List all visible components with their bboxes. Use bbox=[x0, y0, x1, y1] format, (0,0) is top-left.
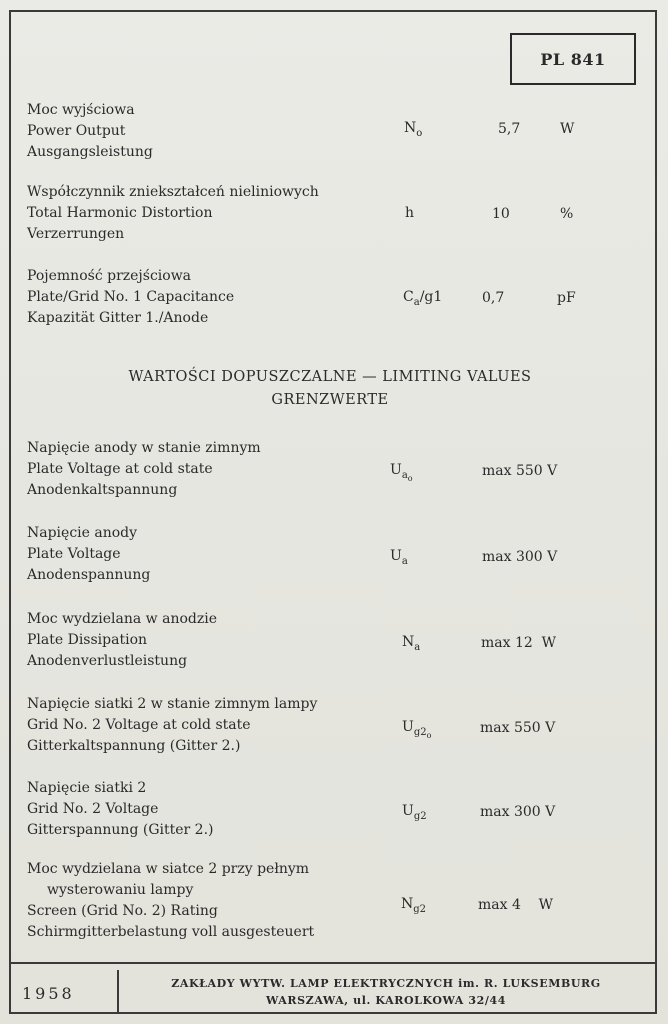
heading-line-2: GRENZWERTE bbox=[271, 392, 389, 408]
limit-label-en: Plate Voltage bbox=[27, 546, 121, 562]
limit-symbol: $N_{g2}$ bbox=[401, 896, 427, 915]
param-value: 5,7 bbox=[498, 121, 521, 137]
param-symbol: h bbox=[405, 205, 415, 221]
limit-label-de: Gitterkaltspannung (Gitter 2.) bbox=[27, 738, 241, 754]
limit-label-pl: Moc wydzielana w anodzie bbox=[27, 611, 218, 627]
param-label-pl: Pojemność przejściowa bbox=[27, 268, 192, 284]
limit-symbol: $U_a$ bbox=[390, 548, 408, 567]
param-label-en: Power Output bbox=[27, 123, 126, 139]
limit-value: max 300 V bbox=[482, 549, 558, 565]
manufacturer-name: ZAKŁADY WYTW. LAMP ELEKTRYCZNYCH im. R. LUKSEMBURG bbox=[171, 977, 601, 990]
limit-anode-voltage bbox=[27, 523, 150, 586]
limit-symbol: $N_a$ bbox=[402, 634, 421, 653]
limit-label-de: Anodenkaltspannung bbox=[27, 482, 178, 498]
limit-anode-voltage-cold bbox=[27, 438, 261, 501]
model-label: PL 841 bbox=[510, 33, 636, 85]
param-label-de: Verzerrungen bbox=[27, 226, 125, 242]
limit-label-en: Screen (Grid No. 2) Rating bbox=[27, 903, 218, 919]
limit-label-pl: Napięcie siatki 2 bbox=[27, 780, 147, 796]
limit-label-pl: Napięcie anody w stanie zimnym bbox=[27, 440, 261, 456]
param-power-output bbox=[27, 100, 153, 163]
limit-label-de: Anodenspannung bbox=[27, 567, 151, 583]
param-symbol: $N_o$ bbox=[404, 120, 423, 139]
limit-label-en: Grid No. 2 Voltage at cold state bbox=[27, 717, 251, 733]
param-value: 0,7 bbox=[482, 290, 505, 306]
param-label-pl: Moc wyjściowa bbox=[27, 102, 135, 118]
limit-value: max 300 V bbox=[480, 804, 556, 820]
limit-symbol: $U_{g2_o}$ bbox=[402, 719, 432, 740]
param-thd bbox=[27, 182, 319, 245]
param-label-en: Total Harmonic Distortion bbox=[27, 205, 213, 221]
limit-grid2-voltage-cold bbox=[27, 694, 317, 757]
limit-label-de: Gitterspannung (Gitter 2.) bbox=[27, 822, 214, 838]
param-label-de: Ausgangsleistung bbox=[27, 144, 153, 160]
param-label-en: Plate/Grid No. 1 Capacitance bbox=[27, 289, 235, 305]
limit-label-en: Grid No. 2 Voltage bbox=[27, 801, 159, 817]
manufacturer-address: WARSZAWA, ul. KAROLKOWA 32/44 bbox=[266, 994, 506, 1007]
param-unit: W bbox=[560, 121, 575, 137]
param-value: 10 bbox=[492, 206, 510, 222]
limit-value: max 550 V bbox=[480, 720, 556, 736]
param-unit: pF bbox=[557, 290, 576, 306]
param-capacitance bbox=[27, 266, 234, 329]
limit-plate-dissipation bbox=[27, 609, 217, 672]
param-label-de: Kapazität Gitter 1./Anode bbox=[27, 310, 209, 326]
limit-label-en: Plate Dissipation bbox=[27, 632, 148, 648]
limit-value: max 12 W bbox=[481, 635, 557, 651]
publication-year: 1958 bbox=[22, 984, 75, 1003]
limit-grid2-voltage bbox=[27, 778, 213, 841]
limit-label-pl-cont: wysterowaniu lampy bbox=[47, 882, 194, 898]
manufacturer-info bbox=[122, 975, 650, 1009]
limiting-values-heading bbox=[0, 366, 660, 412]
limit-label-en: Plate Voltage at cold state bbox=[27, 461, 213, 477]
limit-label-pl: Moc wydzielana w siatce 2 przy pełnym bbox=[27, 861, 310, 877]
heading-line-1: WARTOŚCI DOPUSZCZALNE — LIMITING VALUES bbox=[128, 369, 532, 385]
limit-symbol: $U_{g2}$ bbox=[402, 803, 427, 822]
limit-symbol: $U_{a_o}$ bbox=[390, 462, 413, 483]
footer-separator bbox=[117, 970, 119, 1014]
footer-divider bbox=[9, 962, 657, 964]
limit-label-de: Schirmgitterbelastung voll ausgesteuert bbox=[27, 924, 315, 940]
param-label-pl: Współczynnik zniekształceń nieliniowych bbox=[27, 184, 319, 200]
param-symbol: $C_a/g1$ bbox=[403, 289, 443, 308]
limit-label-pl: Napięcie siatki 2 w stanie zimnym lampy bbox=[27, 696, 318, 712]
limit-label-pl: Napięcie anody bbox=[27, 525, 138, 541]
limit-screen-rating bbox=[27, 859, 314, 943]
limit-value: max 4 W bbox=[478, 897, 554, 913]
limit-label-de: Anodenverlustleistung bbox=[27, 653, 188, 669]
limit-value: max 550 V bbox=[482, 463, 558, 479]
param-unit: % bbox=[560, 206, 574, 222]
